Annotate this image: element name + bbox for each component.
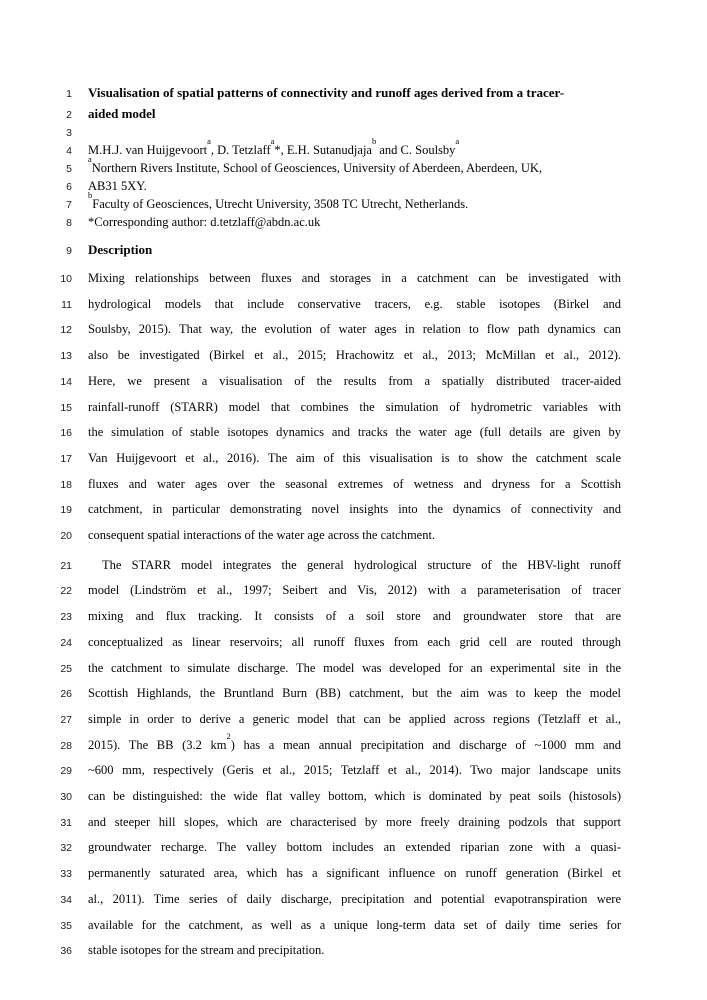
line-text [88, 104, 621, 124]
doc-line [42, 656, 707, 682]
superscript-text: b [371, 136, 377, 147]
text-segment: Description [88, 242, 153, 257]
line-text [88, 630, 621, 655]
line-text [88, 523, 621, 548]
text-segment: Van Huijgevoort et al., 2016). The aim of this visualisation is to show the catchment scale [88, 450, 621, 465]
doc-line [42, 784, 707, 810]
line-number: 16 [60, 427, 72, 440]
text-segment: stable isotopes for the stream and precipitation. [88, 943, 325, 958]
line-number: 30 [60, 791, 72, 804]
line-number: 24 [60, 636, 72, 649]
doc-line [42, 810, 707, 836]
line-text [88, 835, 621, 860]
doc-line [42, 446, 707, 472]
doc-line [42, 369, 707, 395]
line-number: 19 [60, 504, 72, 517]
text-segment: available for the catchment, as well as a unique long-term data set of daily time series for [88, 917, 621, 932]
doc-line [42, 178, 707, 196]
doc-line [42, 154, 707, 178]
line-number: 18 [60, 478, 72, 491]
doc-line [42, 861, 707, 887]
doc-line [42, 681, 707, 707]
text-segment: ) has a mean annual precipitation and discharge of ~1000 mm and [230, 737, 621, 752]
line-text [88, 656, 621, 681]
line-text [88, 497, 621, 522]
doc-line [42, 136, 707, 160]
text-segment: simple in order to derive a generic model that can be applied across regions (Tetzlaff et al., [88, 711, 621, 726]
doc-line [42, 913, 707, 939]
doc-line [42, 733, 707, 759]
line-number: 29 [60, 765, 72, 778]
line-text [88, 913, 621, 938]
doc-line [42, 604, 707, 630]
line-number: 12 [60, 324, 72, 337]
line-text [88, 369, 621, 394]
doc-line [42, 214, 707, 232]
line-text [88, 214, 621, 231]
doc-line [42, 835, 707, 861]
text-segment: Faculty of Geosciences, Utrecht University, 3508 TC Utrecht, Netherlands. [92, 197, 469, 211]
text-segment: al., 2011). Time series of daily discharge, precipitation and potential evapotranspiration were [88, 891, 621, 906]
line-text [88, 578, 621, 603]
text-segment: the simulation of stable isotopes dynamics and tracks the water age (full details are given by [88, 425, 621, 440]
line-number: 21 [60, 559, 72, 572]
line-text [88, 553, 621, 578]
superscript-text: a [270, 136, 275, 147]
doc-line [42, 523, 707, 549]
line-text [88, 190, 621, 213]
line-text [88, 292, 621, 317]
line-number: 25 [60, 662, 72, 675]
doc-line [42, 630, 707, 656]
doc-line [42, 472, 707, 498]
text-segment: hydrological models that include conservative tracers, e.g. stable isotopes (Birkel and [88, 296, 621, 311]
line-number: 17 [60, 452, 72, 465]
line-number: 27 [60, 713, 72, 726]
line-number: 26 [60, 688, 72, 701]
text-segment: the catchment to simulate discharge. The model was developed for an experimental site in the [88, 660, 621, 675]
doc-line [42, 395, 707, 421]
text-segment: AB31 5XY. [88, 179, 147, 193]
text-segment: ~600 mm, respectively (Geris et al., 2015; Tetzlaff et al., 2014). Two major landscape units [88, 763, 621, 778]
doc-line [42, 553, 707, 579]
line-text [88, 395, 621, 420]
text-segment: model (Lindström et al., 1997; Seibert and Vis, 2012) with a parameterisation of tracer [88, 583, 621, 598]
line-number: 1 [66, 88, 72, 100]
line-number: 31 [60, 816, 72, 829]
text-segment: Mixing relationships between fluxes and storages in a catchment can be investigated with [88, 271, 621, 285]
text-segment: M.H.J. van Huijgevoort [88, 143, 208, 157]
line-text [88, 266, 621, 291]
doc-line [42, 83, 707, 104]
line-number: 7 [66, 199, 72, 211]
text-segment: rainfall-runoff (STARR) model that combines the simulation of hydrometric variables with [88, 399, 621, 414]
line-text [88, 810, 621, 835]
line-number: 35 [60, 919, 72, 932]
text-segment: Soulsby, 2015). That way, the evolution of water ages in relation to flow path dynamics can [88, 322, 621, 337]
line-text [88, 758, 621, 783]
line-text [88, 604, 621, 629]
text-segment: catchment, in particular demonstrating novel insights into the dynamics of connectivity and [88, 502, 621, 517]
text-segment: permanently saturated area, which has a significant influence on runoff generation (Birkel et [88, 866, 621, 881]
text-segment: 2015). The BB (3.2 km [88, 737, 227, 752]
text-segment: and C. Soulsby [376, 143, 456, 157]
text-segment: Scottish Highlands, the Bruntland Burn (BB) catchment, but the aim was to keep the model [88, 686, 621, 701]
line-text [88, 343, 621, 368]
line-number: 33 [60, 868, 72, 881]
line-text [88, 938, 621, 963]
doc-line [42, 938, 707, 964]
text-segment: *Corresponding author: d.tetzlaff@abdn.ac.uk [88, 215, 321, 229]
line-number: 36 [60, 945, 72, 958]
doc-line [42, 707, 707, 733]
text-segment: Visualisation of spatial patterns of connectivity and runoff ages derived from a tracer- [88, 85, 565, 100]
line-number: 32 [60, 842, 72, 855]
doc-line [42, 887, 707, 913]
superscript-text: b [88, 190, 93, 201]
doc-line [42, 292, 707, 318]
line-number: 11 [61, 298, 72, 311]
text-segment: mixing and flux tracking. It consists of a soil store and groundwater store that are [88, 609, 621, 624]
line-number: 13 [60, 350, 72, 363]
text-segment: conceptualized as linear reservoirs; all runoff fluxes from each grid cell are routed through [88, 634, 621, 649]
line-text [88, 681, 621, 706]
line-text [88, 178, 621, 195]
line-text [88, 887, 621, 912]
doc-line [42, 343, 707, 369]
doc-line [42, 266, 707, 292]
line-text [88, 472, 621, 497]
text-segment: groundwater recharge. The valley bottom includes an extended riparian zone with a quasi- [88, 840, 621, 855]
text-segment: Here, we present a visualisation of the results from a spatially distributed tracer-aided [88, 373, 621, 388]
line-text [88, 707, 621, 732]
doc-line [42, 420, 707, 446]
line-number: 15 [60, 401, 72, 414]
line-text [88, 861, 621, 886]
line-number: 14 [60, 375, 72, 388]
line-text [88, 446, 621, 471]
doc-line [42, 758, 707, 784]
line-text [88, 240, 621, 260]
text-segment: *, E.H. Sutanudjaja [274, 143, 372, 157]
line-number: 10 [60, 273, 72, 285]
line-number: 5 [66, 163, 72, 175]
doc-line [42, 317, 707, 343]
line-number: 28 [60, 739, 72, 752]
text-segment: can be distinguished: the wide flat valley bottom, which is dominated by peat soils (histosols) [88, 789, 621, 804]
doc-line [42, 240, 707, 261]
text-segment: and steeper hill slopes, which are characterised by more freely draining podzols that support [88, 814, 621, 829]
line-text [88, 136, 621, 159]
text-segment: fluxes and water ages over the seasonal extremes of wetness and dryness for a Scottish [88, 476, 621, 491]
line-number: 9 [66, 245, 72, 257]
text-segment: also be investigated (Birkel et al., 2015; Hrachowitz et al., 2013; McMillan et al., 2012). [88, 348, 621, 363]
doc-line [42, 104, 707, 125]
line-number: 6 [66, 181, 72, 193]
line-text [88, 83, 621, 103]
superscript-text: a [88, 154, 92, 165]
line-number: 8 [66, 217, 72, 229]
line-number: 3 [66, 127, 72, 139]
line-text [88, 733, 621, 758]
superscript-text: 2 [226, 731, 231, 741]
line-text [88, 420, 621, 445]
line-text [88, 154, 621, 177]
line-number: 20 [60, 530, 72, 543]
doc-line [42, 190, 707, 214]
superscript-text: a [207, 136, 211, 147]
document-body [42, 83, 707, 964]
text-segment: Northern Rivers Institute, School of Geosciences, University of Aberdeen, Aberdeen, UK, [91, 161, 543, 175]
text-segment: consequent spatial interactions of the water age across the catchment. [88, 528, 436, 543]
line-number: 34 [60, 893, 72, 906]
doc-line [42, 497, 707, 523]
line-number: 22 [60, 585, 72, 598]
line-number: 4 [66, 145, 72, 157]
line-number: 2 [66, 109, 72, 121]
text-segment: The STARR model integrates the general hydrological structure of the HBV-light runoff [102, 557, 621, 572]
superscript-text: a [455, 136, 460, 147]
line-text [88, 784, 621, 809]
doc-line [42, 578, 707, 604]
text-segment: , D. Tetzlaff [210, 143, 271, 157]
line-text [88, 317, 621, 342]
text-segment: aided model [88, 106, 156, 121]
line-number: 23 [60, 611, 72, 624]
